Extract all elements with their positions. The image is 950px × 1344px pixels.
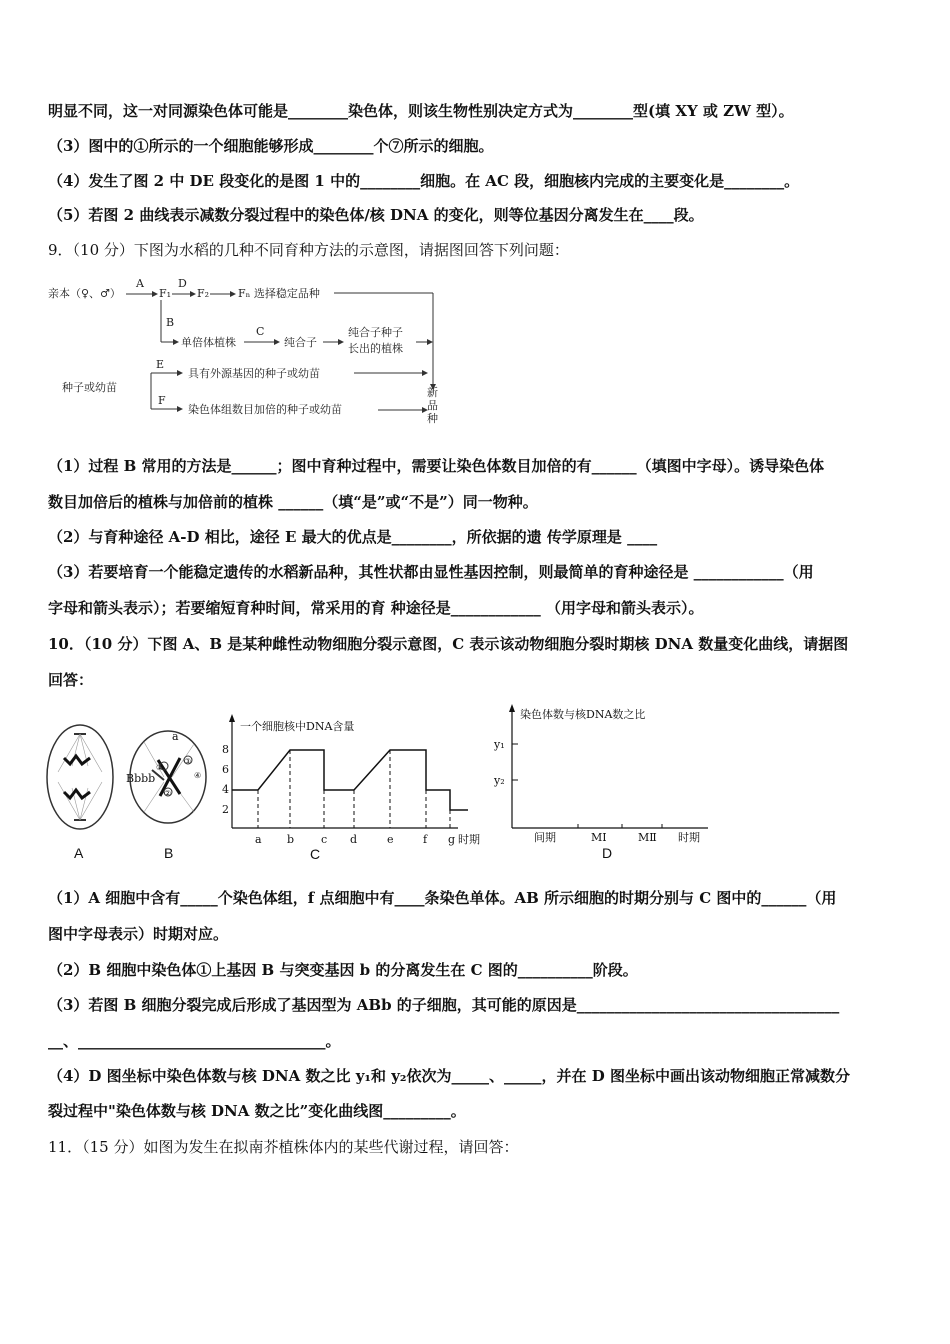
chart-C-point-g: g	[448, 833, 456, 846]
text-line-q10-4b: 裂过程中"染色体数与核 DNA 数之比”变化曲线图_________。	[48, 1102, 466, 1120]
step-F-label: F	[158, 394, 166, 407]
chart-D-title: 染色体数与核DNA数之比	[520, 708, 646, 721]
chart-C-ytick-4: 4	[222, 783, 229, 796]
pure-seed-label-2: 长出的植株	[348, 342, 403, 355]
chart-C-ytick-8: 8	[222, 743, 229, 756]
chart-C	[222, 712, 502, 862]
cell-B-gene-a: a	[172, 730, 179, 743]
text-line-4: （5）若图 2 曲线表示减数分裂过程中的染色体/核 DNA 的变化，则等位基因分离发生在____段。	[48, 206, 704, 224]
chart-D-x-time: 时期	[678, 831, 700, 844]
text-line-q9-1a: （1）过程 B 常用的方法是______；图中育种过程中，需要让染色体数目加倍的有______（填图中字母）。诱导染色体	[48, 457, 825, 475]
text-line-q10-3a: （3）若图 B 细胞分裂完成后形成了基因型为 ABb 的子细胞，其可能的原因是___________________________________	[48, 996, 840, 1014]
chart-D-y1: y₁	[494, 738, 505, 751]
step-D-label: D	[178, 277, 187, 290]
cell-B-num-3: ③	[184, 757, 192, 766]
question-9-heading: 9．（10 分）下图为水稻的几种不同育种方法的示意图，请据图回答下列问题：	[48, 241, 569, 259]
text-line-q9-3a: （3）若要培育一个能稳定遗传的水稻新品种，其性状都由显性基因控制，则最简单的育种途径是 ____________（用	[48, 563, 814, 581]
pure-label: 纯合子	[284, 336, 317, 349]
chart-C-point-c: c	[321, 833, 328, 846]
chart-D	[494, 700, 724, 860]
f1-label: F₁	[159, 287, 172, 300]
chart-D-x-interphase: 间期	[534, 831, 556, 844]
step-E-label: E	[156, 358, 165, 371]
seed-label: 种子或幼苗	[62, 381, 117, 394]
cell-B-label: B	[164, 845, 174, 861]
foreign-gene-label: 具有外源基因的种子或幼苗	[188, 367, 320, 380]
haploid-label: 单倍体植株	[181, 336, 236, 349]
chart-C-label: C	[310, 846, 321, 862]
text-line-q9-3b: 字母和箭头表示）；若要缩短育种时间，常采用的育 种途径是____________ （用字母和箭头表示）。	[48, 599, 704, 617]
question-10-heading: 10．（10 分）下图 A、B 是某种雌性动物细胞分裂示意图，C 表示该动物细胞分裂时期核 DNA 数量变化曲线，请据图	[48, 635, 849, 653]
chart-C-point-b: b	[287, 833, 295, 846]
cell-B-num-1: ①	[156, 763, 164, 772]
cell-B-num-4: ④	[194, 771, 202, 780]
text-line-q10-2: （2）B 细胞中染色体①上基因 B 与突变基因 b 的分离发生在 C 图的__________阶段。	[48, 961, 638, 979]
chart-C-point-a: a	[255, 833, 262, 846]
cell-B-genes: Bbbb	[126, 772, 156, 785]
text-line-q10-answer: 回答：	[48, 671, 94, 689]
new-variety-label-3: 种	[427, 412, 438, 425]
text-line-q9-2: （2）与育种途径 A-D 相比，途径 E 最大的优点是________，所依据的遗 传学原理是 ____	[48, 528, 658, 546]
chart-D-y2: y₂	[494, 774, 505, 787]
new-variety-label-1: 新	[427, 386, 438, 399]
chart-C-point-f: f	[423, 833, 428, 846]
f2-label: F₂	[197, 287, 210, 300]
chart-C-xlabel: 时期	[458, 833, 480, 846]
step-B-label: B	[166, 316, 175, 329]
chart-D-label: D	[602, 845, 613, 861]
text-line-3: （4）发生了图 2 中 DE 段变化的是图 1 中的________细胞。在 AC 段，细胞核内完成的主要变化是________。	[48, 172, 800, 190]
text-line-q10-1a: （1）A 细胞中含有_____个染色体组，f 点细胞中有____条染色单体。AB 所示细胞的时期分别与 C 图中的______（用	[48, 889, 837, 907]
fn-label: Fₙ 选择稳定品种	[238, 287, 320, 300]
chart-C-ytick-2: 2	[222, 803, 229, 816]
cell-B-num-2: ②	[164, 789, 172, 798]
pure-seed-label-1: 纯合子种子	[348, 326, 403, 339]
chart-C-dna-curve	[232, 750, 468, 810]
text-line-2: （3）图中的①所示的一个细胞能够形成________个⑦所示的细胞。	[48, 137, 494, 155]
question-11-heading: 11．（15 分）如图为发生在拟南芥植株体内的某些代谢过程，请回答：	[48, 1138, 519, 1156]
breeding-diagram	[48, 278, 448, 428]
cell-A-diagram	[44, 722, 124, 862]
parent-label: 亲本（♀、♂）	[48, 287, 121, 300]
cell-B-diagram	[124, 722, 214, 862]
text-line-q9-1b: 数目加倍后的植株与加倍前的植株 ______（填“是”或“不是”）同一物种。	[48, 493, 538, 511]
cell-A-label: A	[74, 845, 84, 861]
chart-C-title: 一个细胞核中DNA含量	[240, 720, 355, 733]
text-line-q10-1b: 图中字母表示）时期对应。	[48, 925, 229, 943]
chart-C-ytick-6: 6	[222, 763, 229, 776]
chart-D-x-m2: MⅡ	[638, 831, 657, 844]
new-variety-label-2: 品	[427, 399, 438, 412]
step-C-label: C	[256, 325, 265, 338]
doubled-label: 染色体组数目加倍的种子或幼苗	[188, 403, 342, 416]
chart-C-point-d: d	[350, 833, 358, 846]
text-line-q10-3b: __、_________________________________。	[48, 1032, 341, 1050]
step-A-label: A	[136, 277, 144, 290]
chart-C-point-e: e	[387, 833, 394, 846]
text-line-1: 明显不同，这一对同源染色体可能是________染色体，则该生物性别决定方式为________型(填 XY 或 ZW 型）。	[48, 102, 794, 120]
text-line-q10-4a: （4）D 图坐标中染色体数与核 DNA 数之比 y₁和 y₂依次为_____、_____，并在 D 图坐标中画出该动物细胞正常减数分	[48, 1067, 850, 1085]
chart-D-x-m1: MⅠ	[591, 831, 607, 844]
